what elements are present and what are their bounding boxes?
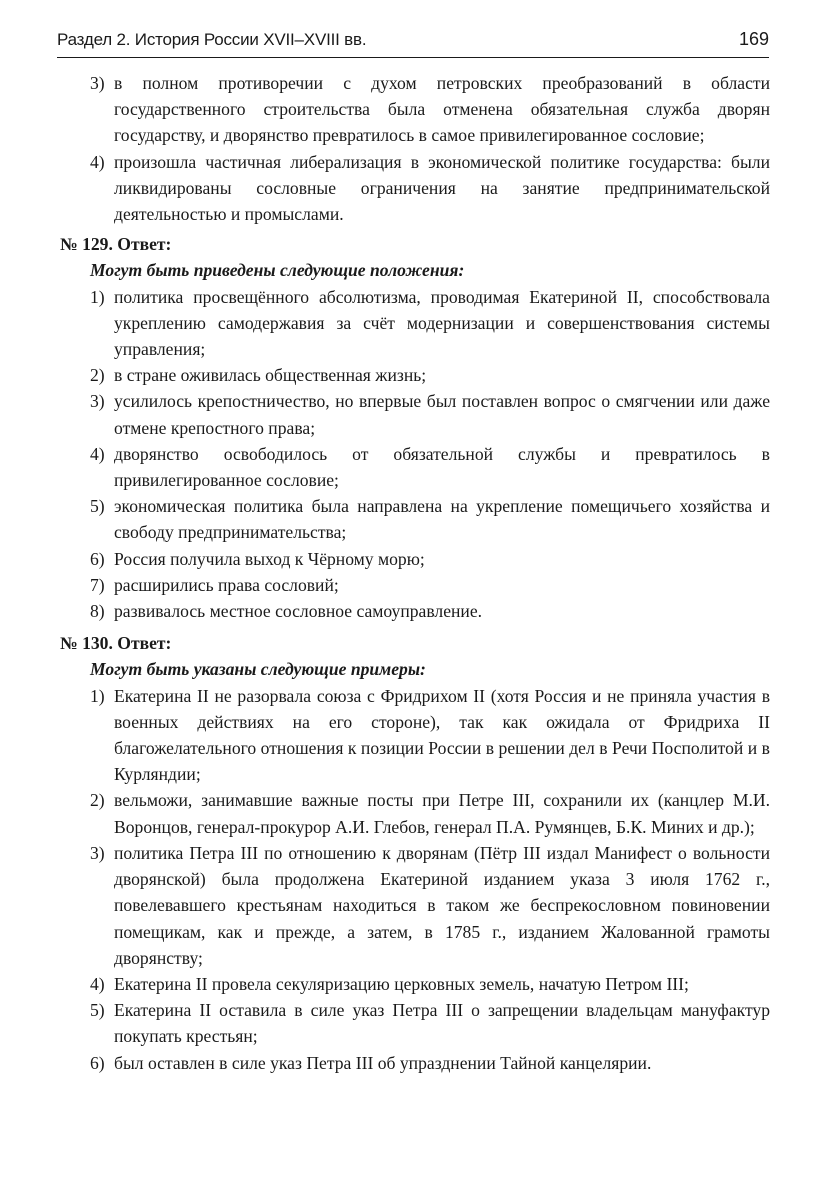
item-text: экономическая политика была направлена на укрепление помещичьего хозяйства и свободу предпринимательства; xyxy=(114,496,770,543)
item-text: политика просвещённого абсолютизма, проводимая Екатериной II, способствовала укреплению самодержавия за счёт модернизации и совершенствования системы управления; xyxy=(114,286,770,360)
item-text: вельможи, занимавшие важные посты при Петре III, сохранили их (канцлер М.И. Воронцов, генерал-прокурор А.И. Глебов, генерал П.А. Румянцев, Б.К. Миних и др.); xyxy=(114,790,770,837)
answer-130-list xyxy=(60,683,770,1076)
page-content xyxy=(60,70,770,1076)
item-number: 4) xyxy=(90,443,105,464)
item-text: был оставлен в силе указ Петра III об упразднении Тайной канцелярии. xyxy=(114,1052,652,1073)
item-number: 7) xyxy=(90,574,105,595)
answer-129-heading: № 129. Ответ: xyxy=(60,234,172,255)
item-number: 3) xyxy=(90,391,105,412)
list-item xyxy=(60,149,770,228)
list-item xyxy=(60,546,770,572)
list-item xyxy=(60,441,770,493)
list-item xyxy=(60,572,770,598)
item-number: 4) xyxy=(90,151,105,172)
item-number: 6) xyxy=(90,548,105,569)
item-number: 1) xyxy=(90,685,105,706)
item-number: 5) xyxy=(90,1000,105,1021)
item-number: 1) xyxy=(90,286,105,307)
item-number: 3) xyxy=(90,842,105,863)
item-number: 2) xyxy=(90,365,105,386)
continued-list xyxy=(60,70,770,227)
item-number: 4) xyxy=(90,973,105,994)
list-item xyxy=(60,971,770,997)
running-header xyxy=(57,27,769,58)
answer-129-subheading: Могут быть приведены следующие положения: xyxy=(90,260,465,281)
item-text: развивалось местное сословное самоуправление. xyxy=(114,601,483,622)
item-number: 8) xyxy=(90,601,105,622)
list-item xyxy=(60,493,770,545)
list-item xyxy=(60,284,770,363)
list-item xyxy=(60,997,770,1049)
item-text: расширились права сословий; xyxy=(114,574,339,595)
answer-129-list xyxy=(60,284,770,625)
item-number: 6) xyxy=(90,1052,105,1073)
item-text: в стране оживилась общественная жизнь; xyxy=(114,365,427,386)
item-text: Екатерина II оставила в силе указ Петра III о запрещении владельцам мануфактур покупать крестьян; xyxy=(114,1000,770,1047)
item-text: усилилось крепостничество, но впервые был поставлен вопрос о смягчении или даже отмене крепостного права; xyxy=(114,391,770,438)
item-text: Екатерина II провела секуляризацию церковных земель, начатую Петром III; xyxy=(114,973,689,994)
item-number: 2) xyxy=(90,790,105,811)
list-item xyxy=(60,787,770,839)
list-item xyxy=(60,388,770,440)
section-title: Раздел 2. История России XVII–XVIII вв. xyxy=(57,30,367,49)
page-number: 169 xyxy=(738,29,769,49)
item-text: в полном противоречии с духом петровских преобразований в области государственного строительства была отменена обязательная служба дворян государству, и дворянство превратилось в самое привилегированное сословие; xyxy=(114,73,770,146)
item-text: дворянство освободилось от обязательной службы и превратилось в привилегированное сословие; xyxy=(114,443,770,491)
item-text: Екатерина II не разорвала союза с Фридрихом II (хотя Россия и не приняла участия в военных действиях на его стороне), так как ожидала от Фридриха II благожелательного отношения к позиции России в решении дел в Речи Посполитой и в Курляндии; xyxy=(114,685,770,785)
item-number: 3) xyxy=(90,73,105,93)
item-text: Россия получила выход к Чёрному морю; xyxy=(114,548,425,569)
item-number: 5) xyxy=(90,496,105,517)
list-item xyxy=(60,70,770,149)
item-text: политика Петра III по отношению к дворянам (Пётр III издал Манифест о вольности дворянской) была продолжена Екатериной изданием указа 3 июля 1762 г., повелевавшего крестьянам находиться в таком же беспрекословном повиновении помещикам, как и прежде, а затем, в 1785 г., изданием Жалованной грамоты дворянству; xyxy=(114,842,770,968)
list-item xyxy=(60,362,770,388)
item-text: произошла частичная либерализация в экономической политике государства: были ликвидированы сословные ограничения на занятие предпринимательской деятельностью и промыслами. xyxy=(114,151,770,225)
answer-130-heading: № 130. Ответ: xyxy=(60,633,172,654)
list-item xyxy=(60,598,770,624)
list-item xyxy=(60,1050,770,1076)
answer-130-subheading: Могут быть указаны следующие примеры: xyxy=(90,659,426,680)
list-item xyxy=(60,683,770,788)
list-item xyxy=(60,840,770,971)
